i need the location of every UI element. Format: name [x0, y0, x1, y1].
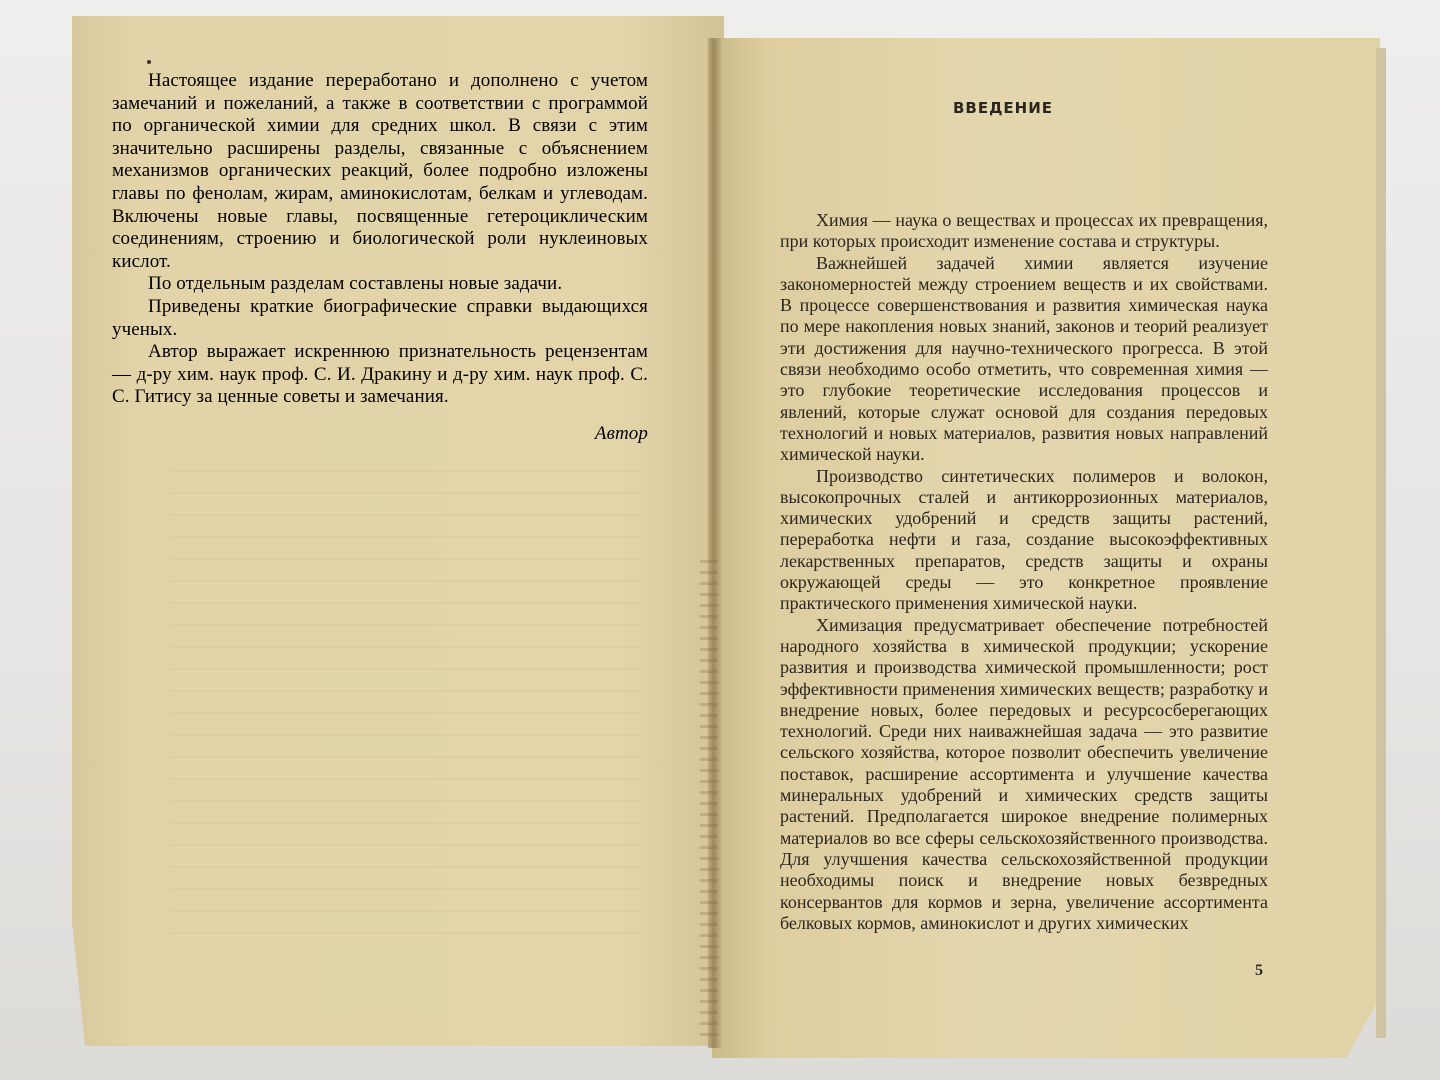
right-page-text: [780, 210, 1268, 934]
left-paragraph: По отдельным разделам составлены новые задачи.: [148, 273, 563, 295]
right-paragraph: Химизация предусматривает обеспечение потребностей народного хозяйства в химической продукции; ускорение развития и производства химической промышленности; рост эффективности применения химических веществ; разработку и внедрение новых, более передовых и ресурсосберегающих технологий. Среди них наиважнейшая задача — это развитие сельского хозяйства, которое позволит обеспечить увеличение поставок, расширение ассортимента и улучшение качества минеральных удобрений и химических средств защиты растений. Предполагается широкое внедрение полимерных материалов во все сферы сельскохозяйственного производства. Для улучшения качества сельскохозяйственной продукции необходимы поиск и внедрение новых безвредных консервантов для кормов и зерна, увеличение ассортимента белковых кормов, аминокислот и других химических: [780, 614, 1268, 933]
page-number: 5: [1255, 962, 1263, 979]
left-paragraph: Настоящее издание переработано и дополнено с учетом замечаний и пожеланий, а также в соответствии с программой по органической химии для средних школ. В связи с этим значительно расширены разделы, связанные с объяснением механизмов органических реакций, более подробно изложены главы по фенолам, жирам, аминокислотам, белкам и углеводам. Включены новые главы, посвященные гетероциклическим соединениям, строению и биологической роли нуклеиновых кислот.: [112, 70, 648, 272]
author-signature: Автор: [594, 422, 648, 444]
left-page-text: [112, 70, 648, 446]
ink-dot: [147, 60, 151, 64]
right-paragraph: Важнейшей задачей химии является изучение закономерностей между строением веществ и их свойствами. В процессе совершенствования и развития химическая наука по мере накопления новых знаний, законов и теорий реализует эти достижения для научно-технического прогресса. В этой связи необходимо особо отметить, что современная химия — это глубокие теоретические исследования процессов и явлений, которые служат основой для создания передовых технологий и новых материалов, развития новых направлений химической науки.: [780, 252, 1268, 465]
right-paragraph: Производство синтетических полимеров и волокон, высокопрочных сталей и антикоррозионных материалов, химических удобрений и средств защиты растений, переработка нефти и газа, создание высокоэффективных лекарственных препаратов, средств защиты и охраны окружающей среды — это конкретное проявление практического применения химической науки.: [780, 465, 1268, 614]
left-paragraph: Автор выражает искреннюю признательность рецензентам — д-ру хим. наук проф. С. И. Дракину и д-ру хим. наук проф. С. С. Гитису за ценные советы и замечания.: [112, 341, 648, 408]
show-through-text: [170, 470, 640, 950]
spine-wear: [700, 560, 718, 1040]
page-edges: [1376, 48, 1386, 1038]
right-paragraph: Химия — наука о веществах и процессах их превращения, при которых происходит изменение состава и структуры.: [780, 210, 1268, 252]
chapter-heading: ВВЕДЕНИЕ: [952, 99, 1054, 117]
left-paragraph: Приведены краткие биографические справки выдающихся ученых.: [112, 295, 648, 340]
